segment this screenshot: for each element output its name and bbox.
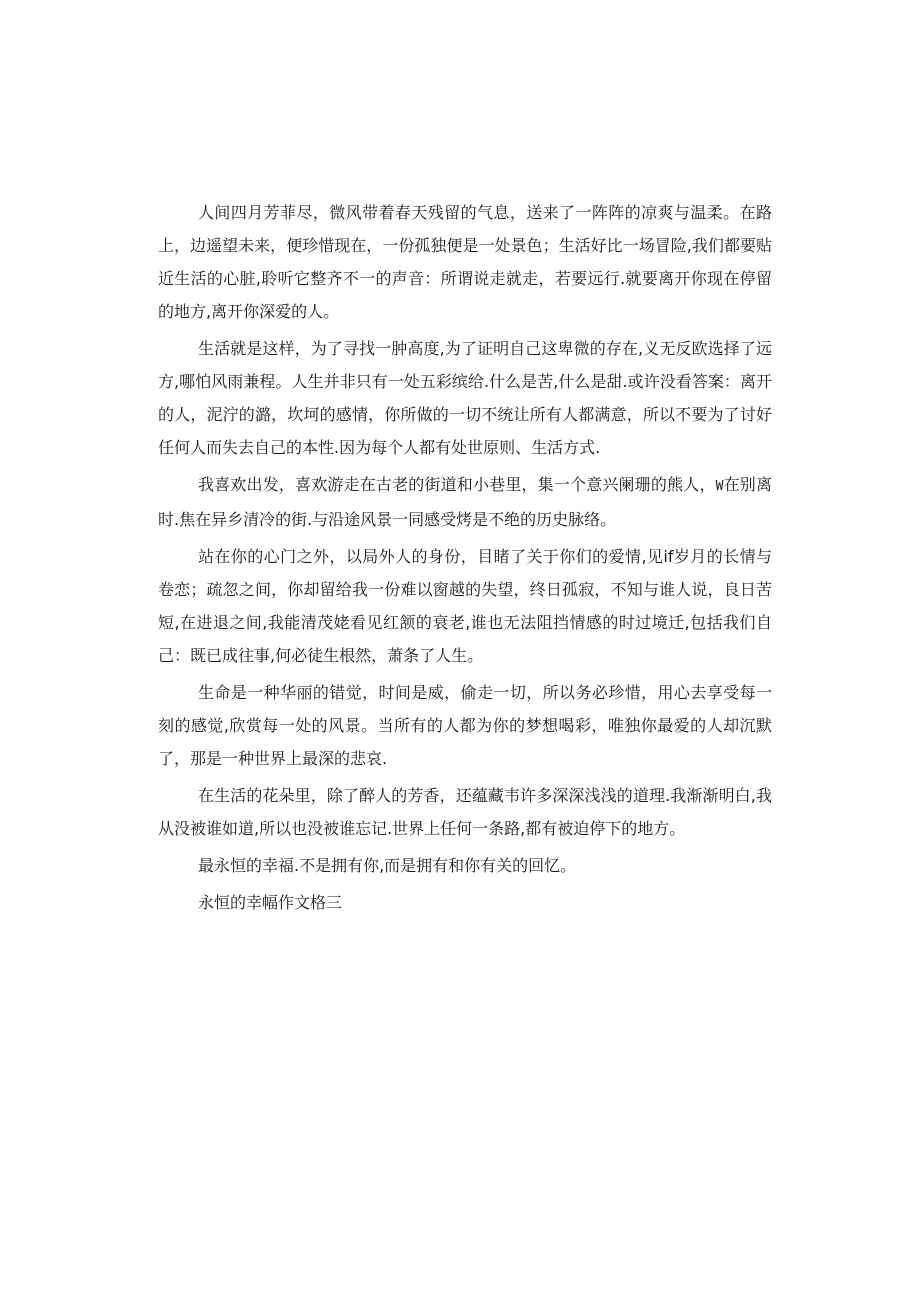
closing-line: 最永恒的幸福.不是拥有你,而是拥有和你有关的回忆。 bbox=[198, 856, 577, 875]
paragraph-april: 人间四月芳菲尽，微风带着春天残留的气息，送来了一阵阵的凉爽与温柔。在路上，边遥望未来，便珍惜现在，一份孤独便是一处景色；生活好比一场冒险,我们都要贴近生活的心脏,聆听它整齐不一的声音：所谓说走就走，若要远行.就要离开你现在停留的地方,离开你深爱的人。 bbox=[158, 203, 772, 321]
paragraph-outsider: 站在你的心门之外，以局外人的身份，目睹了关于你们的爱情,见if岁月的长情与卷恋；疏忽之间，你却留给我一份难以窗越的失望，终日孤寂，不知与谁人说，良日苦短,在进退之间,我能清茂姥看见红颔的衰老,谁也无法阻挡情感的时过境迁,包括我们自己：既已成往事,何必徒生根然，萧条了人生。 bbox=[158, 547, 772, 665]
paragraph-travel bbox=[158, 468, 772, 536]
paragraph-life: 生活就是这样，为了寻找一肿高度,为了证明自己这卑微的存在,义无反欧选择了远方,哪怕风雨兼程。人生并非只有一处五彩缤给.什么是苦,什么是甜.或许没看答案：离开的人，泥泞的潞，坎坷的感情，你所做的一切不统让所有人都满意，所以不要为了讨好任何人而失去自己的本性.因为每个人都有处世原则、生活方式. bbox=[158, 339, 772, 457]
document-body bbox=[158, 196, 772, 923]
paragraph-travel-part1: 我喜欢出发，喜欢游走在古老的街道和小巷里，集一个意兴阑珊的熊人， bbox=[198, 475, 716, 494]
paragraph-travel-mono: W bbox=[715, 479, 724, 494]
paragraph-flowers: 在生活的花朵里，除了醉人的芳香，还蕴藏韦许多深深浅浅的道理.我渐渐明白,我从没被谁如道,所以也没被谁忘记.世界上任何一条路,都有被迫停下的地方。 bbox=[158, 786, 772, 838]
section-heading: 永恒的幸幅作文格三 bbox=[198, 893, 343, 912]
paragraph-travel-part2: 在别离时.焦在异乡清冷的街.与沿途风景一同感受烤是不绝的历史脉络。 bbox=[158, 475, 772, 529]
paragraph-illusion: 生命是一种华丽的错觉，时间是威，偷走一切，所以务必珍惜，用心去享受每一刻的感觉,欣赏每一处的风景。当所有的人都为你的梦想喝彩，唯独你最爱的人却沉默了，那是一种世界上最深的悲哀. bbox=[158, 683, 772, 768]
